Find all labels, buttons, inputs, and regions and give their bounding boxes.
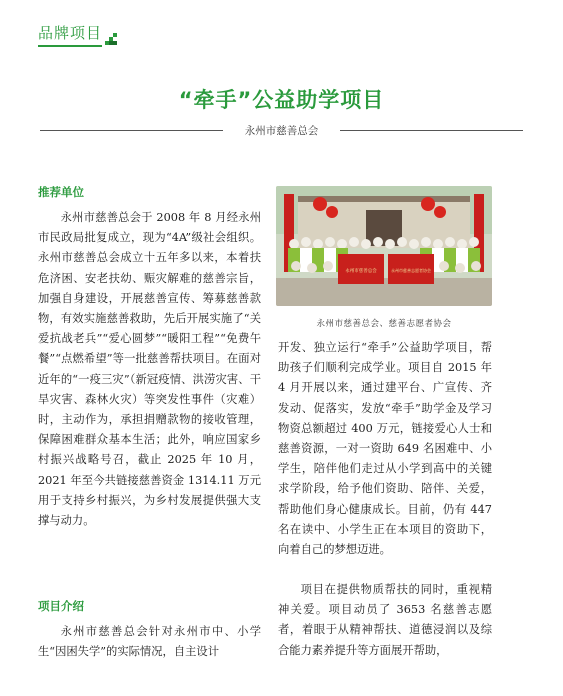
subtitle-rule-right: [340, 130, 523, 131]
banner-right-text: 永州市慈善志愿者协会: [391, 268, 431, 273]
intro-paragraph-2: 项目在提供物质帮扶的同时，重视精神关爱。项目动员了 3653 名慈善志愿者，着眼于从精神帮扶、道德浸润以及综合能力素养提升等方面展开帮助，: [278, 583, 492, 657]
article-title: “牵手”公益助学项目: [178, 88, 385, 112]
section-heading-recommend: 推荐单位: [38, 185, 84, 199]
banner-left-text: 永州市慈善总会: [345, 269, 377, 274]
brand-header: [38, 22, 117, 47]
brand-squares-icon: [105, 33, 117, 45]
subtitle-row: [40, 123, 523, 138]
intro-paragraph-cont: 开发、独立运行“牵手”公益助学项目，帮助孩子们顺利完成学业。项目自 2015 年 4 月开展以来，通过建平台、广宣传、齐发动、促落实，发放“牵手”助学金及学习物资总额超过 400 万元，链接爱心人士和慈善资源，一对一资助 649 名困难中、小学生，陪伴他们走过从小学到高中的关键求学阶段，给予他们资助、陪伴、关爱，帮助他们身心健康成长。目前，仍有 447 名在读中、小学生正在本项目的资助下，向着自己的梦想迈进。: [278, 341, 492, 557]
section-heading-intro: 项目介绍: [38, 599, 84, 613]
article-subtitle: 永州市慈善总会: [244, 125, 319, 137]
subtitle-rule-left: [40, 130, 223, 131]
intro-paragraph-start: 永州市慈善总会针对永州市中、小学生“因困失学”的实际情况，自主设计: [38, 625, 261, 659]
photo-caption: 永州市慈善总会、慈善志愿者协会: [316, 319, 452, 329]
recommend-paragraph: 永州市慈善总会于 2008 年 8 月经永州市民政局批复成立，现为“4A”级社会组织。永州市慈善总会成立十五年多以来，本着扶危济困、安老扶幼、赈灾解难的慈善宗旨，加强自身建设，开展慈善宣传、筹募慈善款物，有效实施慈善救助，先后开展实施了“关爱抗战老兵”“爱心圆梦”“暖阳工程”“免费午餐”“点燃希望”等一批慈善帮扶项目。在面对近年的“一疫三灾”（新冠疫情、洪涝灾害、干旱灾害、森林火灾）等突发性事件（灾难）时，主动作为，承担捐赠款物的接收管理，保障困难群众基本生活；此外，响应国家乡村振兴战略号召，截止 2025 年 10 月，2021 年至今共链接慈善资金 1314.11 万元用于支持乡村振兴，为乡村发展提供强大支撑与动力。: [38, 211, 261, 528]
brand-label: 品牌项目: [38, 22, 102, 47]
group-photo: [276, 186, 492, 306]
